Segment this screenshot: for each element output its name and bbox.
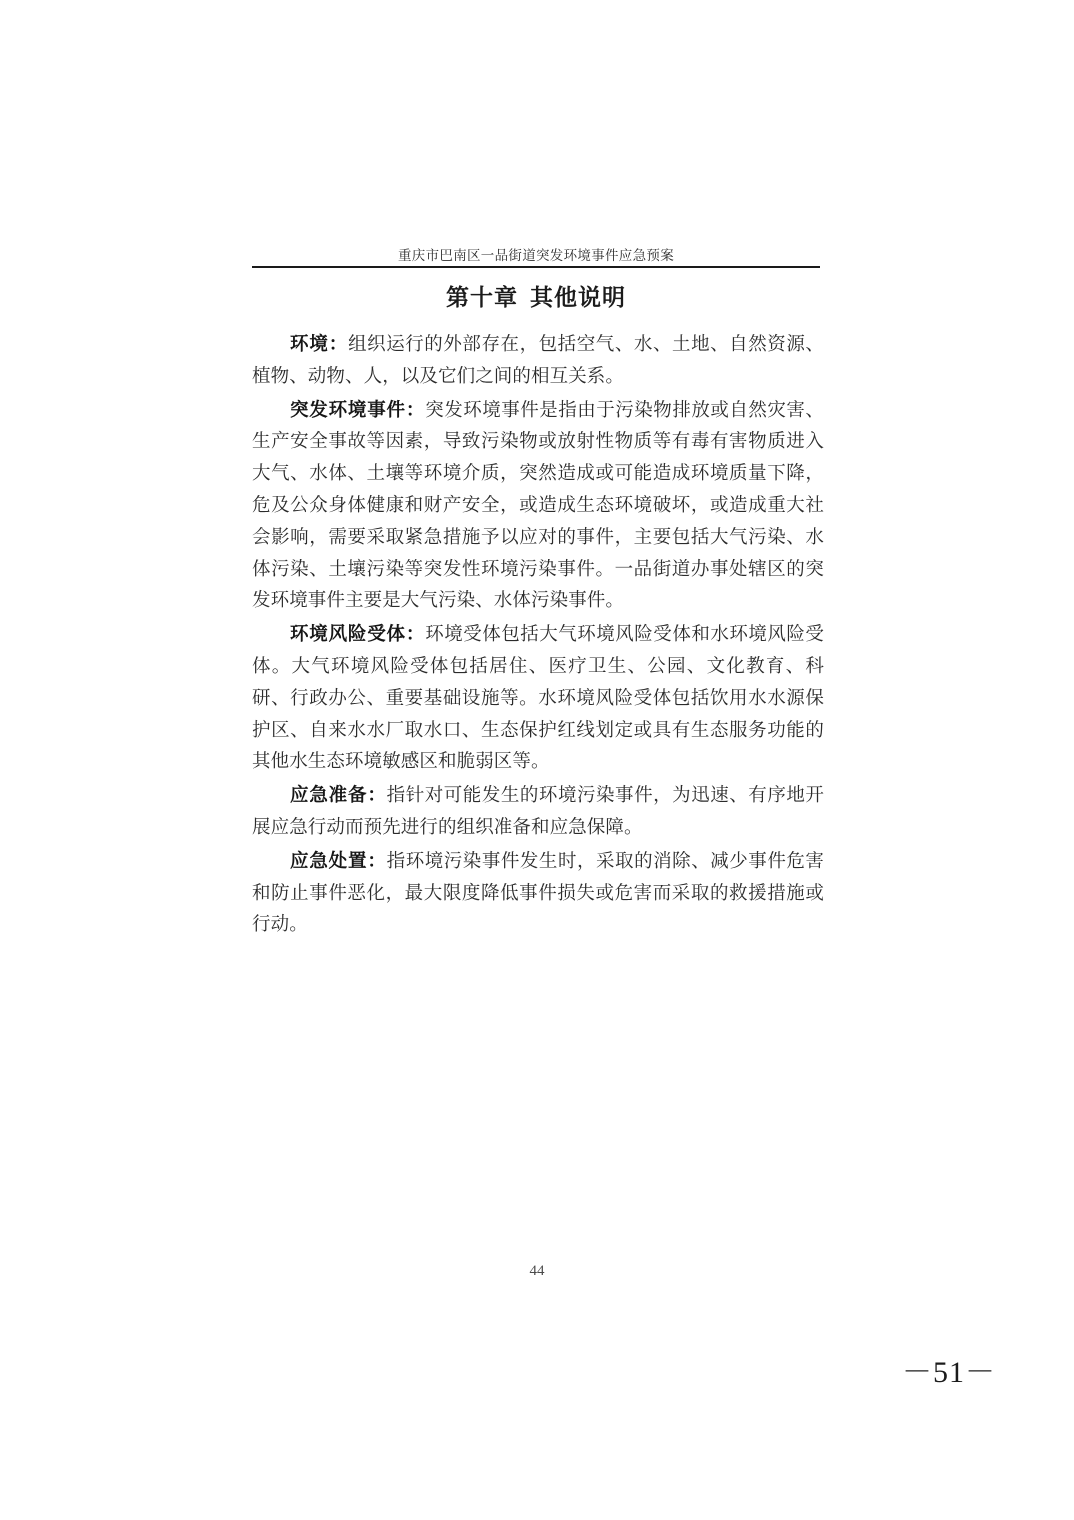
running-header bbox=[252, 248, 820, 268]
definition-body: 指环境污染事件发生时，采取的消除、减少事件危害和防止事件恶化，最大限度降低事件损失或危害而采取的救援措施或行动。 bbox=[252, 851, 824, 936]
running-header-text: 重庆市巴南区一品街道突发环境事件应急预案 bbox=[398, 248, 674, 263]
inner-page-number: 44 bbox=[529, 1263, 545, 1279]
definitions-list bbox=[252, 328, 824, 942]
page-title bbox=[252, 283, 820, 313]
definition-paragraph-environmental-risk-receptor bbox=[252, 618, 824, 779]
definition-body: 突发环境事件是指由于污染物排放或自然灾害、生产安全事故等因素，导致污染物或放射性物质等有毒有害物质进入大气、水体、土壤等环境介质，突然造成或可能造成环境质量下降，危及公众身体健康和财产安全，或造成生态环境破坏，或造成重大社会影响，需要采取紧急措施予以应对的事件，主要包括大气污染、水体污染、土壤污染等突发性环境污染事件。一品街道办事处辖区的突发环境事件主要是大气污染、水体污染事件。 bbox=[252, 400, 824, 612]
definition-term: 应急处置： bbox=[290, 849, 387, 871]
definition-term: 环境风险受体： bbox=[290, 623, 426, 645]
definition-paragraph-emergency-preparedness bbox=[252, 779, 824, 845]
definition-body: 组织运行的外部存在，包括空气、水、土地、自然资源、植物、动物、人，以及它们之间的相互关系。 bbox=[252, 335, 824, 387]
definition-paragraph-emergency-response bbox=[252, 845, 824, 942]
definition-body: 指针对可能发生的环境污染事件，为迅速、有序地开展应急行动而预先进行的组织准备和应急保障。 bbox=[252, 786, 824, 838]
header-divider-rule bbox=[252, 266, 820, 268]
definition-term: 环境： bbox=[290, 333, 349, 354]
outer-page-number: －51－ bbox=[902, 1356, 996, 1389]
chapter-number: 第十章 bbox=[446, 285, 518, 310]
chapter-name: 其他说明 bbox=[530, 285, 626, 310]
definition-paragraph-sudden-environmental-event bbox=[252, 394, 824, 619]
definition-term: 应急准备： bbox=[290, 784, 387, 806]
definition-paragraph-environment bbox=[252, 328, 824, 394]
definition-term: 突发环境事件： bbox=[290, 398, 426, 420]
definition-body: 环境受体包括大气环境风险受体和水环境风险受体。大气环境风险受体包括居住、医疗卫生、公园、文化教育、科研、行政办公、重要基础设施等。水环境风险受体包括饮用水水源保护区、自来水水厂取水口、生态保护红线划定或具有生态服务功能的其他水生态环境敏感区和脆弱区等。 bbox=[252, 625, 824, 773]
